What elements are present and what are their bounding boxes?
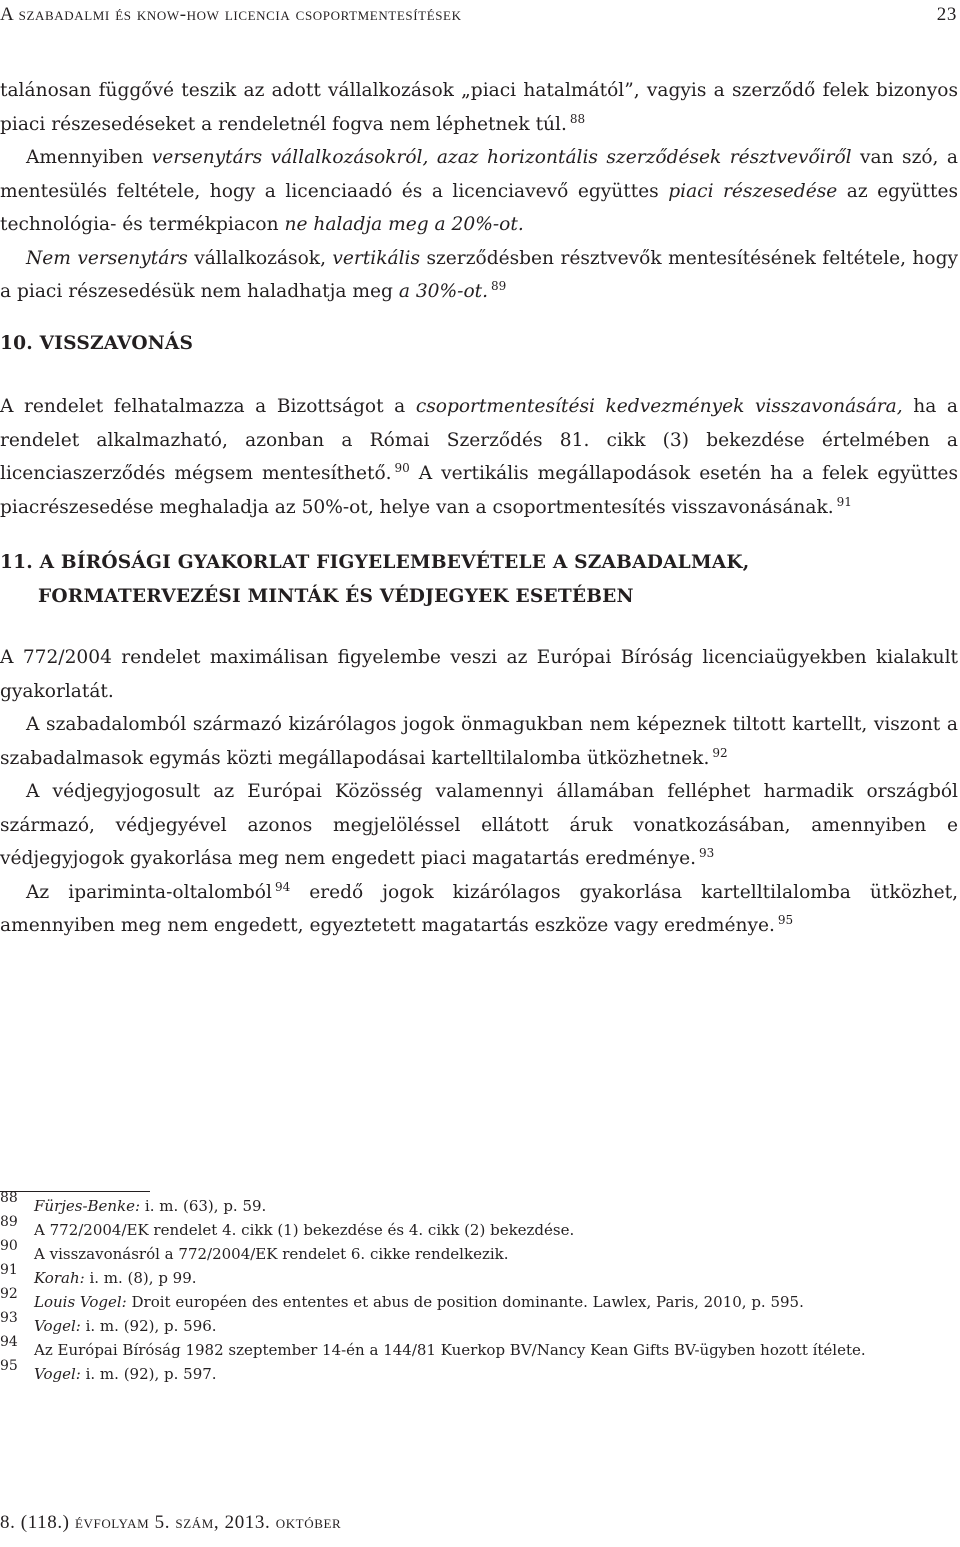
footnote-text: A visszavonásról a 772/2004/EK rendelet 6. cikke rendelkezik.	[34, 1245, 509, 1263]
paragraph-2	[0, 141, 958, 242]
footnote-author: Vogel:	[34, 1365, 81, 1383]
heading-line-1: 11. A BÍRÓSÁGI GYAKORLAT FIGYELEMBEVÉTELE A SZABADALMAK,	[0, 552, 750, 573]
footnote-text: Droit européen des ententes et abus de position dominante. Lawlex, Paris, 2010, p. 595.	[126, 1293, 804, 1311]
footnote	[0, 1286, 958, 1311]
paragraph-1	[0, 74, 958, 141]
text-span: A szabadalomból származó kizárólagos jogok önmagukban nem képeznek tiltott kartellt, viszont a szabadalmasok egymás közti megállapodásai kartelltilalomba ütközhetnek.	[0, 714, 958, 769]
footnote-number: 88	[0, 1190, 18, 1206]
text-span: ha a rendelet alkalmazható, azonban a Római Szerződés 81. cikk (3) bekezdése értelmében a licenciaszerződés mégsem mentesíthető.	[0, 396, 958, 484]
footnote	[0, 1214, 958, 1239]
footnote	[0, 1190, 958, 1215]
text-span: eredő jogok kizárólagos gyakorlása kartelltilalomba ütközhet, amennyiben meg nem engedett, egyeztetett magatartás eszköze vagy eredménye.	[0, 881, 958, 936]
italic-span: vertikális	[332, 247, 421, 269]
footnote	[0, 1310, 958, 1335]
italic-span: a 30%-ot.	[398, 281, 489, 302]
paragraph-7	[0, 775, 958, 876]
footnote-ref-91: 91	[836, 494, 852, 509]
footnote-text: i. m. (92), p. 596.	[80, 1317, 217, 1335]
paragraph-6	[0, 708, 958, 775]
footnote-number: 94	[0, 1334, 18, 1350]
italic-span: versenytárs vállalkozásokról, azaz horizontális szerződések résztvevőiről	[151, 147, 852, 168]
paragraph-8	[0, 876, 958, 943]
footnote-ref-88: 88	[569, 111, 586, 126]
paragraph-4	[0, 390, 958, 524]
issue-text: évfolyam 5. szám, 2013. október	[69, 1512, 342, 1533]
issue-number: 8. (118.)	[0, 1512, 70, 1533]
text-span: talánosan függővé teszik az adott vállalkozások „piaci hatalmától”, vagyis a szerződő felek bizonyos piaci részesedéseket a rendeletnél fogva nem léphetnek túl.	[0, 80, 958, 135]
footnote-ref-95: 95	[777, 913, 794, 928]
footnote	[0, 1358, 958, 1383]
italic-span: ne haladja meg a 20%-ot.	[284, 214, 524, 235]
footnote-number: 90	[0, 1238, 18, 1254]
italic-span: Nem versenytárs	[26, 247, 188, 269]
footnote-author: Korah:	[34, 1269, 85, 1287]
text-span: az együttes technológia- és termékpiacon	[0, 180, 958, 235]
footnote-ref-92: 92	[712, 745, 728, 760]
footnote-number: 95	[0, 1358, 18, 1374]
italic-span: piaci részesedése	[668, 180, 838, 202]
footnote-text: i. m. (63), p. 59.	[140, 1197, 267, 1215]
footnote-text: A 772/2004/EK rendelet 4. cikk (1) bekezdése és 4. cikk (2) bekezdése.	[34, 1221, 575, 1239]
footnote-ref-94: 94	[274, 879, 291, 894]
footnote-number: 93	[0, 1310, 18, 1326]
text-span: Amennyiben	[26, 147, 152, 168]
footnote-number: 92	[0, 1286, 18, 1302]
italic-span: csoportmentesítési kedvezmények visszavonására,	[415, 396, 903, 417]
heading-line-2: FORMATERVEZÉSI MINTÁK ÉS VÉDJEGYEK ESETÉBEN	[38, 585, 634, 607]
text-span: Az ipariminta-oltalomból	[26, 881, 272, 903]
footnote	[0, 1238, 958, 1263]
text-span: A rendelet felhatalmazza a Bizottságot a	[0, 396, 416, 417]
footnote-ref-90: 90	[394, 461, 410, 476]
footnote-ref-93: 93	[699, 846, 715, 861]
section-heading-10: 10. VISSZAVONÁS	[0, 332, 194, 354]
footnotes	[0, 1190, 958, 1389]
footnote-number: 91	[0, 1262, 18, 1278]
body-text	[0, 74, 958, 943]
footnote	[0, 1262, 958, 1287]
footnote-author: Louis Vogel:	[34, 1293, 127, 1311]
footnote-ref-89: 89	[491, 279, 507, 294]
text-span: A védjegyjogosult az Európai Közösség valamennyi államában felléphet harmadik országból származó, védjegyével azonos megjelöléssel ellátott áruk vonatkozásában, amennyiben e védjegyjogok gyakorlása meg nem engedett piaci magatartás eredménye.	[0, 781, 958, 869]
footnote	[0, 1334, 958, 1359]
text-span: van szó, a mentesülés feltétele, hogy a licenciaadó és a licenciavevő együttes	[0, 147, 958, 202]
running-header-title: A szabadalmi és know-how licencia csoportmentesítések	[0, 4, 462, 25]
paragraph-3	[0, 242, 958, 309]
footnote-text: i. m. (8), p 99.	[84, 1269, 197, 1287]
paragraph-5: A 772/2004 rendelet maximálisan figyelembe veszi az Európai Bíróság licenciaügyekben kialakult gyakorlatát.	[0, 647, 958, 702]
section-heading-11	[0, 546, 958, 613]
page-number: 23	[936, 4, 957, 25]
text-span: szerződésben résztvevők mentesítésének feltétele, hogy a piaci részesedésük nem haladhatja meg	[0, 247, 959, 302]
footnote-text: i. m. (92), p. 597.	[80, 1365, 217, 1383]
footnote-divider	[0, 1191, 150, 1192]
running-header	[0, 4, 960, 28]
footnote-author: Fürjes-Benke:	[34, 1197, 141, 1215]
footnote-number: 89	[0, 1214, 18, 1230]
running-footer	[0, 1512, 341, 1534]
text-span: A vertikális megállapodások esetén ha a felek együttes piacrészesedése meghaladja az 50%-ot, helye van a csoportmentesítés visszavonásának.	[0, 463, 958, 518]
footnote-text: Az Európai Bíróság 1982 szeptember 14-én a 144/81 Kuerkop BV/Nancy Kean Gifts BV-ügyben hozott ítélete.	[34, 1341, 866, 1359]
footnote-author: Vogel:	[34, 1317, 81, 1335]
text-span: vállalkozások,	[187, 247, 333, 269]
